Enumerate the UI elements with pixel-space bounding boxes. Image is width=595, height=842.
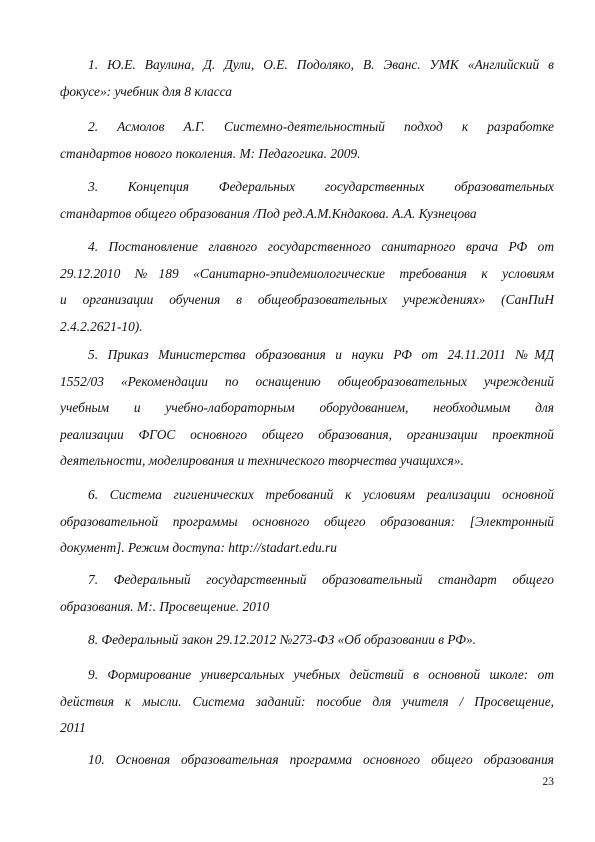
entry-line: фокусе»: учебник для 8 класса xyxy=(60,83,232,99)
entry-line: образовательной программы основного общего образования: [Электронный xyxy=(60,513,554,529)
entry-line: 29.12.2010 №189 «Санитарно-эпидемиологические требования к условиям xyxy=(60,265,554,281)
entry-line: и организации обучения в общеобразовательных учреждениях» (СанПиН xyxy=(60,292,554,307)
reference-entry-5 xyxy=(60,342,554,475)
reference-entry-9 xyxy=(60,662,554,742)
entry-line: 9. Формирование универсальных учебных действий в основной школе: от xyxy=(88,667,554,682)
entry-line: 1. Ю.Е. Ваулина, Д. Дули, О.Е. Подоляко, В. Эванс. УМК «Английский в xyxy=(88,57,554,72)
entry-line: 5. Приказ Министерства образования и науки РФ от 24.11.2011 №МД xyxy=(88,347,554,362)
entry-line: 3. Концепция Федеральных государственных образовательных xyxy=(88,179,554,194)
entry-line: 2011 xyxy=(60,720,86,735)
entry-line: 1552/03 «Рекомендации по оснащению общеобразовательных учреждений xyxy=(60,373,554,389)
entry-line: 4. Постановление главного государственного санитарного врача РФ от xyxy=(88,239,554,254)
reference-entry-3 xyxy=(60,174,554,227)
reference-entry-8 xyxy=(60,627,554,654)
reference-entry-10 xyxy=(60,747,554,774)
entry-line: учебным и учебно-лабораторным оборудованием, необходимым для xyxy=(60,400,554,415)
entry-line: документ]. Режим доступа: http://stadart.edu.ru xyxy=(60,540,337,555)
entry-line: 2.4.2.2621-10). xyxy=(60,318,143,334)
entry-line: 6. Система гигиенических требований к условиям реализации основной xyxy=(88,487,554,502)
entry-line: стандартов общего образования /Под ред.А.М.Кндакова. А.А. Кузнецова xyxy=(60,205,477,221)
entry-line: деятельности, моделирования и технического творчества учащихся». xyxy=(60,453,464,468)
entry-line: образования. М:. Просвещение. 2010 xyxy=(60,598,270,614)
entry-line: 10. Основная образовательная программа основного общего образования xyxy=(88,752,554,767)
entry-line: стандартов нового поколения. М: Педагогика. 2009. xyxy=(60,145,361,161)
entry-line: 8. Федеральный закон 29.12.2012 №273-ФЗ «Об образовании в РФ». xyxy=(88,632,477,647)
reference-entry-1 xyxy=(60,52,554,105)
reference-entry-7 xyxy=(60,567,554,620)
entry-line: 2. Асмолов А.Г. Системно-деятельностный подход к разработке xyxy=(88,119,554,134)
entry-line: 7. Федеральный государственный образовательный стандарт общего xyxy=(88,572,554,587)
page-number: 23 xyxy=(542,776,554,788)
entry-line: реализации ФГОС основного общего образования, организации проектной xyxy=(60,426,554,442)
entry-line: действия к мысли. Система заданий: пособие для учителя / Просвещение, xyxy=(60,693,554,709)
reference-entry-6 xyxy=(60,482,554,562)
reference-entry-2 xyxy=(60,114,554,167)
reference-entry-4 xyxy=(60,234,554,340)
